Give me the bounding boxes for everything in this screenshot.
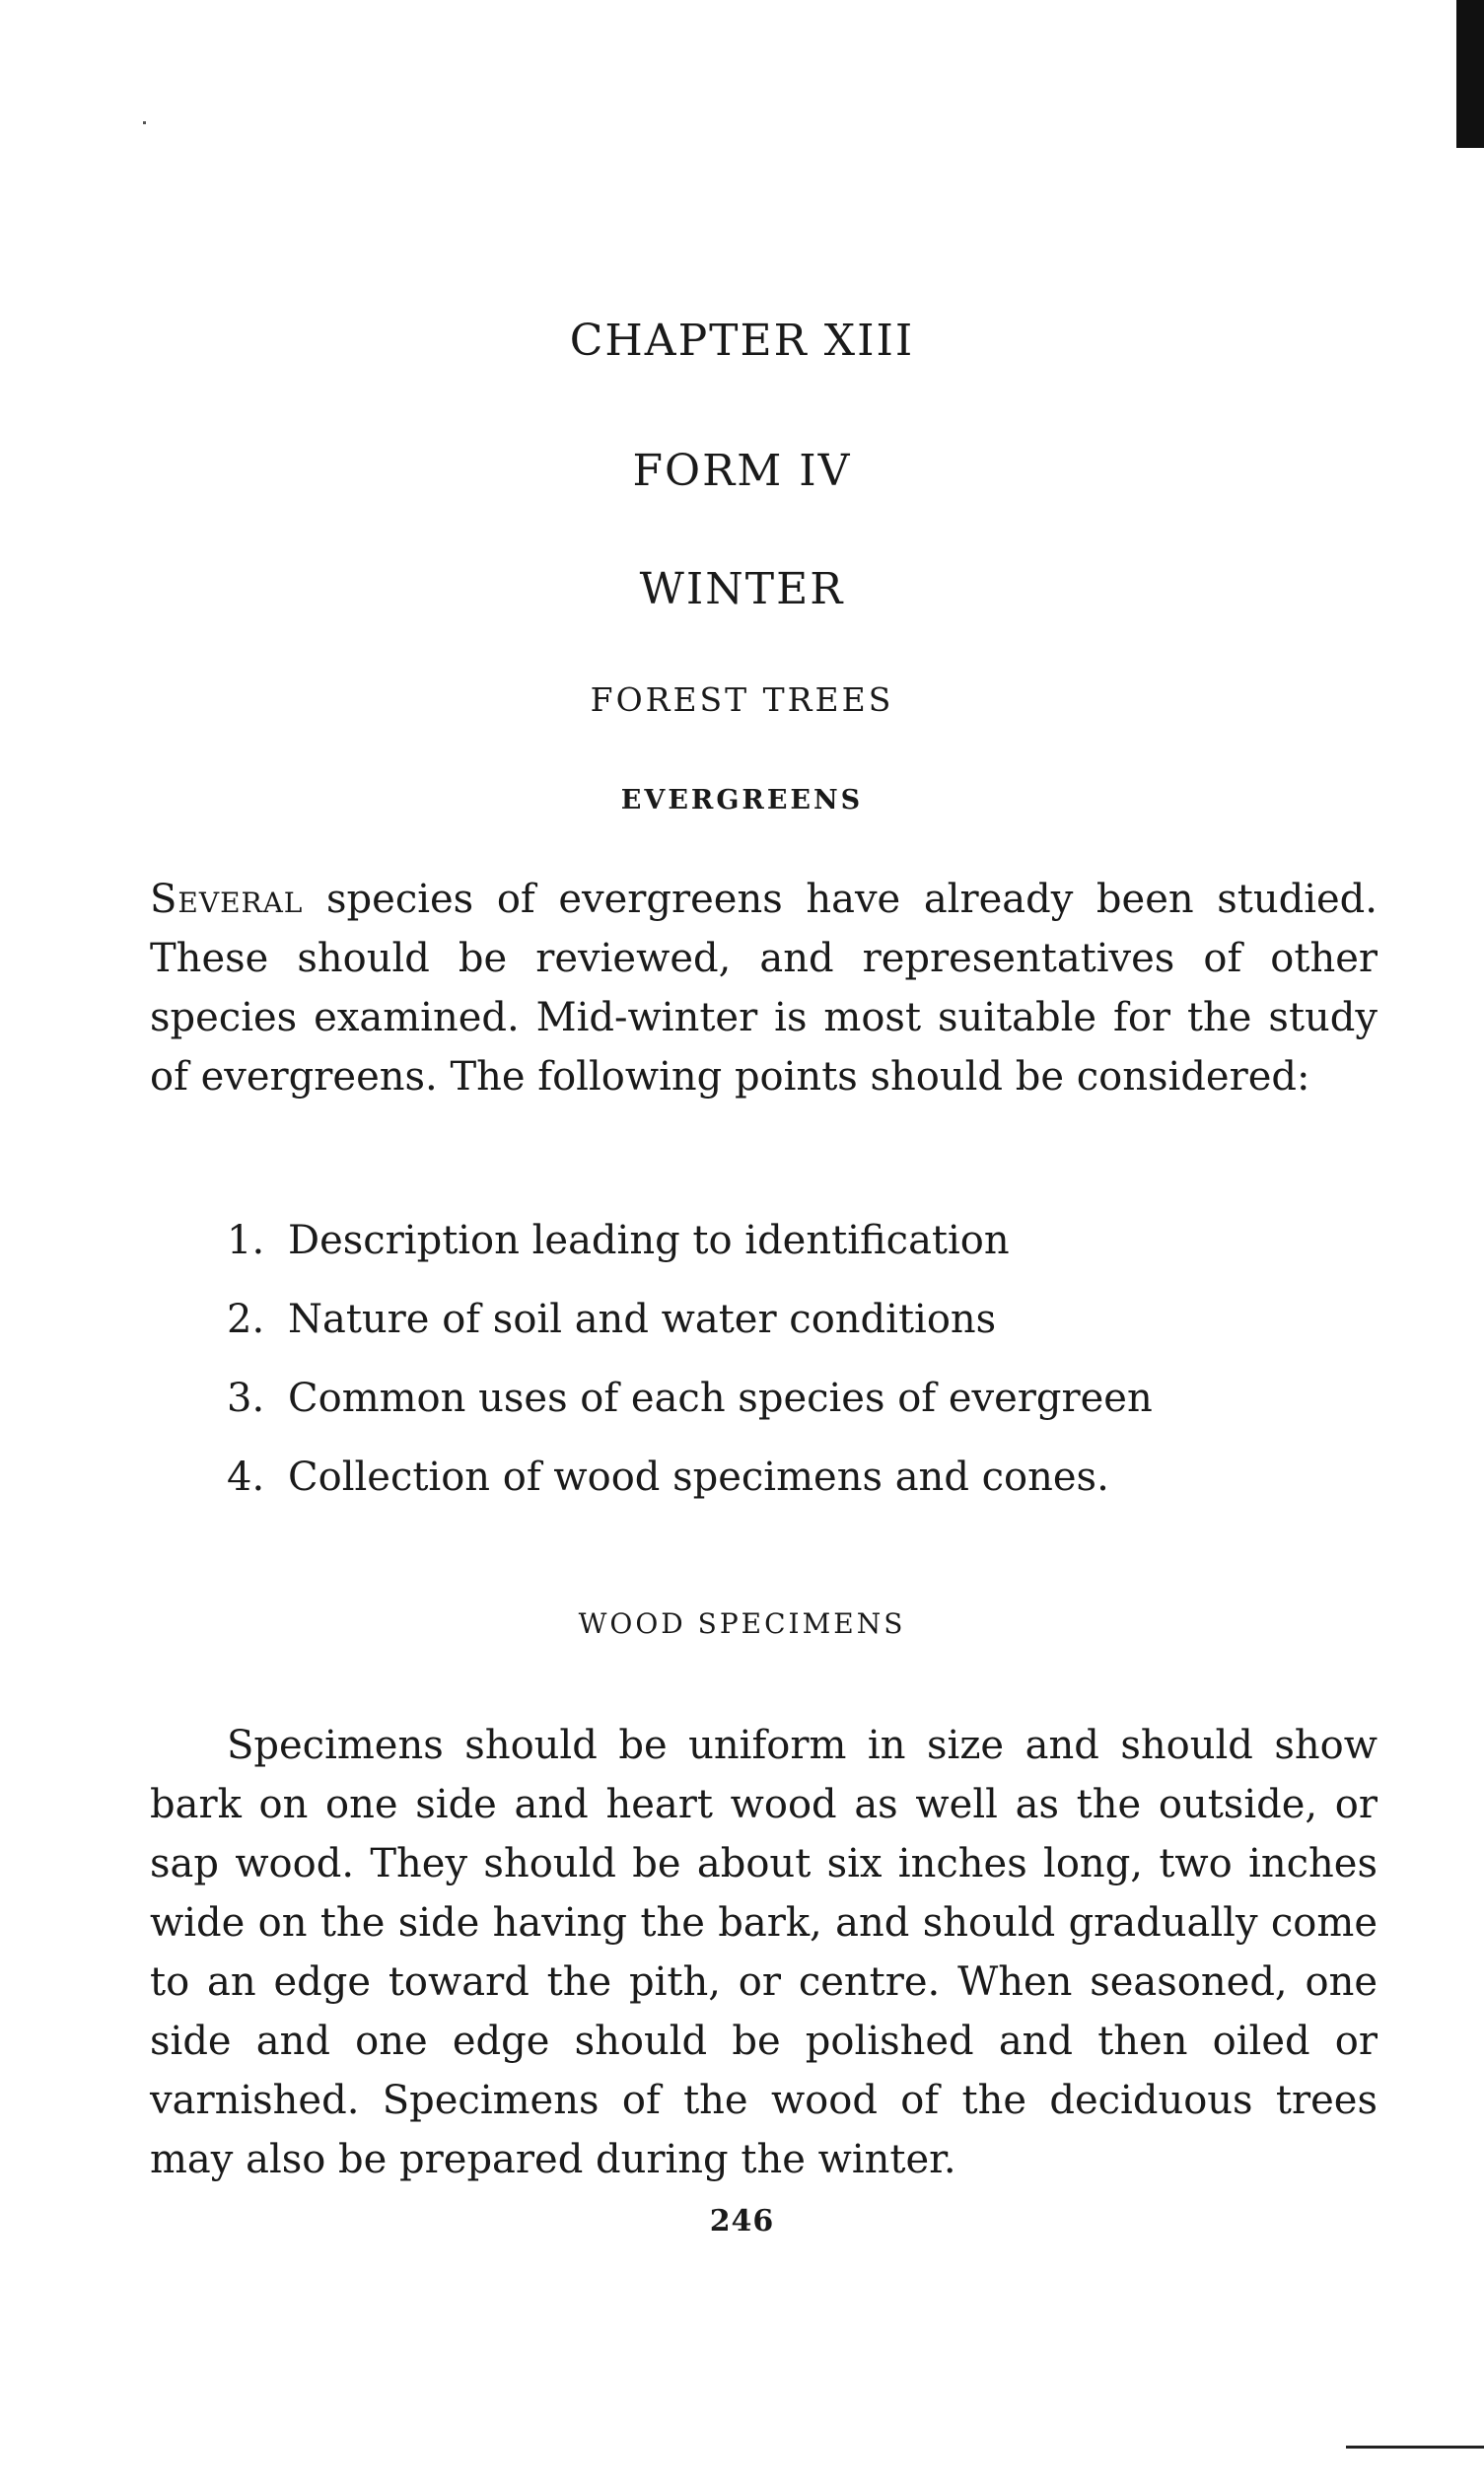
lead-word: Several: [150, 877, 304, 922]
list-item-text: Common uses of each species of evergreen: [288, 1376, 1153, 1421]
season-heading: WINTER: [639, 564, 845, 614]
scan-edge-line: [1346, 2446, 1484, 2449]
list-item: [227, 1211, 1153, 1290]
list-item-text: Collection of wood specimens and cones.: [288, 1455, 1109, 1500]
intro-text: species of evergreens have already been studied. These should be reviewed, and representatives of other species examined. Mid-winter is most suitable for the study of evergreens. The following points should be considered:: [150, 877, 1378, 1100]
wood-specimens-paragraph: Specimens should be uniform in size and should show bark on one side and heart wood as well as the outside, or sap wood. They should be about six inches long, two inches wide on the side having the bark, and should gradually come to an edge toward the pith, or centre. When seasoned, one side and one edge should be polished and then oiled or varnished. Specimens of the wood of the deciduous trees may also be prepared during the winter.: [150, 1723, 1378, 2182]
points-list: [227, 1211, 1153, 1527]
page-number: 246: [709, 2204, 775, 2239]
list-item-text: Nature of soil and water conditions: [288, 1297, 997, 1342]
list-item: [227, 1290, 1153, 1369]
intro-paragraph: [150, 870, 1378, 1106]
subsection-heading: EVERGREENS: [620, 785, 864, 816]
list-item-number: 4.: [227, 1455, 265, 1500]
form-heading: FORM IV: [632, 446, 852, 496]
section-heading: FOREST TREES: [590, 680, 894, 719]
list-item-text: Description leading to identification: [288, 1218, 1010, 1263]
list-item-number: 2.: [227, 1297, 265, 1342]
list-item-number: 1.: [227, 1218, 265, 1263]
wood-specimens-heading: WOOD SPECIMENS: [578, 1607, 906, 1640]
page-edge-mark: [1456, 0, 1484, 148]
list-item-number: 3.: [227, 1376, 265, 1421]
scan-speck: [143, 121, 146, 124]
chapter-heading: CHAPTER XIII: [569, 316, 915, 366]
list-item: [227, 1369, 1153, 1448]
list-item: [227, 1448, 1153, 1527]
